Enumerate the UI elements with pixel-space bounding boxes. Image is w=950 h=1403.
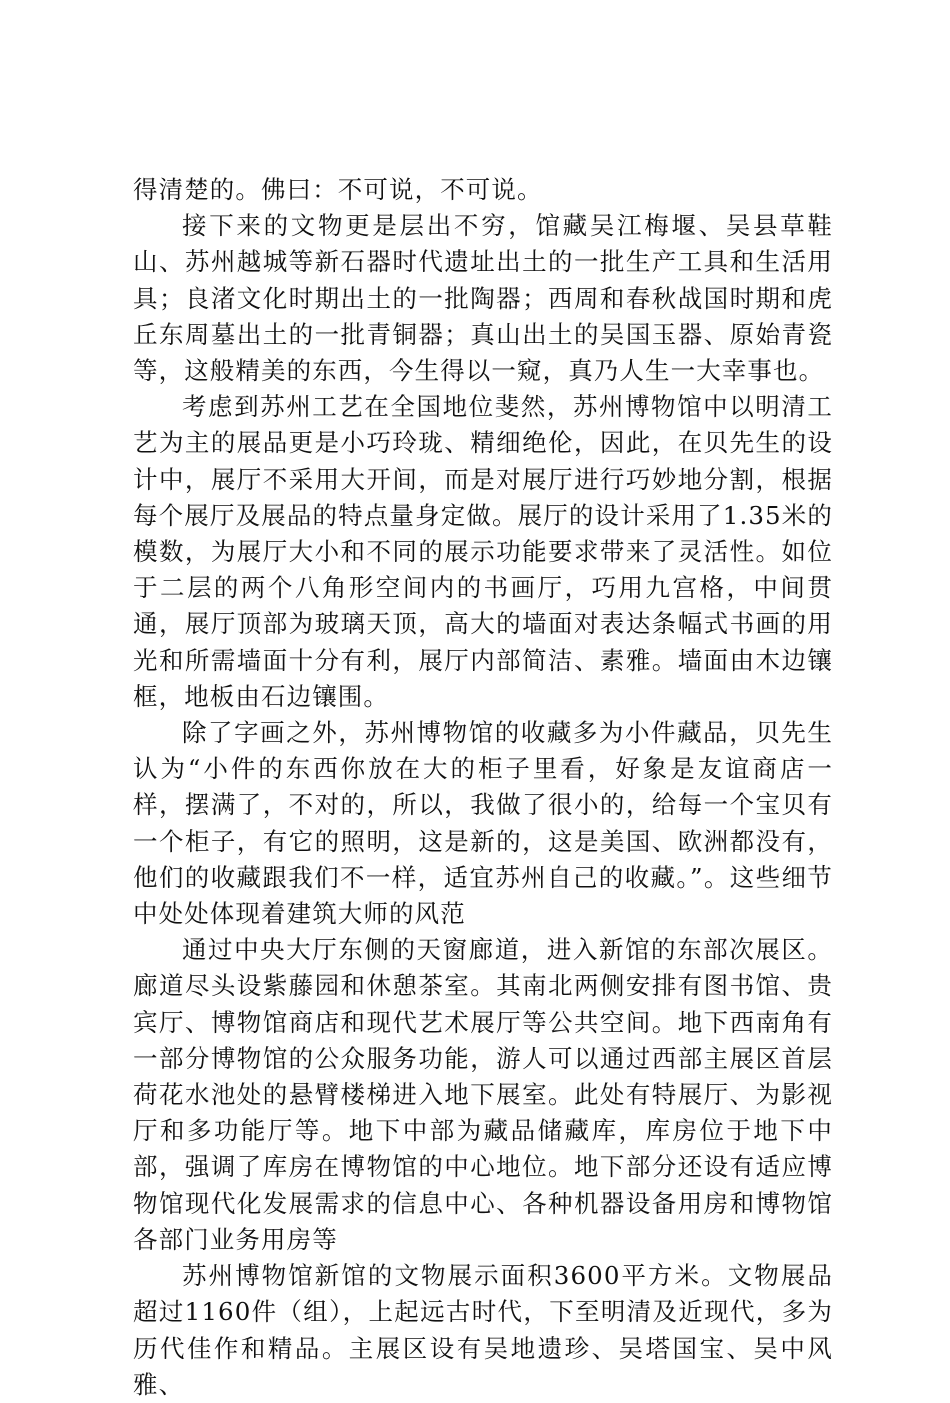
document-page — [133, 172, 833, 1403]
paragraph-6: 苏州博物馆新馆的文物展示面积3600平方米。文物展品超过1160件（组），上起远古时代，下至明清及近现代，多为历代佳作和精品。主展区设有吴地遗珍、吴塔国宝、吴中风雅、 — [133, 1261, 833, 1399]
paragraph-4: 除了字画之外，苏州博物馆的收藏多为小件藏品，贝先生认为“小件的东西你放在大的柜子里看，好象是友谊商店一样，摆满了，不对的，所以，我做了很小的，给每一个宝贝有一个柜子，有它的照明，这是新的，这是美国、欧洲都没有，他们的收藏跟我们不一样，适宜苏州自己的收藏。”。这些细节中处处体现着建筑大师的风范 — [133, 718, 833, 929]
paragraph-5: 通过中央大厅东侧的天窗廊道，进入新馆的东部次展区。廊道尽头设紫藤园和休憩茶室。其南北两侧安排有图书馆、贵宾厅、博物馆商店和现代艺术展厅等公共空间。地下西南角有一部分博物馆的公众服务功能，游人可以通过西部主展区首层荷花水池处的悬臂楼梯进入地下展室。此处有特展厅、为影视厅和多功能厅等。地下中部为藏品储藏库，库房位于地下中部，强调了库房在博物馆的中心地位。地下部分还设有适应博物馆现代化发展需求的信息中心、各种机器设备用房和博物馆各部门业务用房等 — [133, 935, 833, 1254]
paragraph-2: 接下来的文物更是层出不穷，馆藏吴江梅堰、吴县草鞋山、苏州越城等新石器时代遗址出土的一批生产工具和生活用具；良渚文化时期出土的一批陶器；西周和春秋战国时期和虎丘东周墓出土的一批青铜器；真山出土的吴国玉器、原始青瓷等，这般精美的东西，今生得以一窥，真乃人生一大幸事也。 — [133, 211, 833, 386]
paragraph-3: 考虑到苏州工艺在全国地位斐然，苏州博物馆中以明清工艺为主的展品更是小巧玲珑、精细绝伦，因此，在贝先生的设计中，展厅不采用大开间，而是对展厅进行巧妙地分割，根据每个展厅及展品的特点量身定做。展厅的设计采用了1.35米的模数，为展厅大小和不同的展示功能要求带来了灵活性。如位于二层的两个八角形空间内的书画厅，巧用九宫格，中间贯通，展厅顶部为玻璃天顶，高大的墙面对表达条幅式书画的用光和所需墙面十分有利，展厅内部简洁、素雅。墙面由木边镶框，地板由石边镶围。 — [133, 392, 833, 711]
paragraph-1: 得清楚的。佛曰：不可说，不可说。 — [133, 175, 543, 204]
